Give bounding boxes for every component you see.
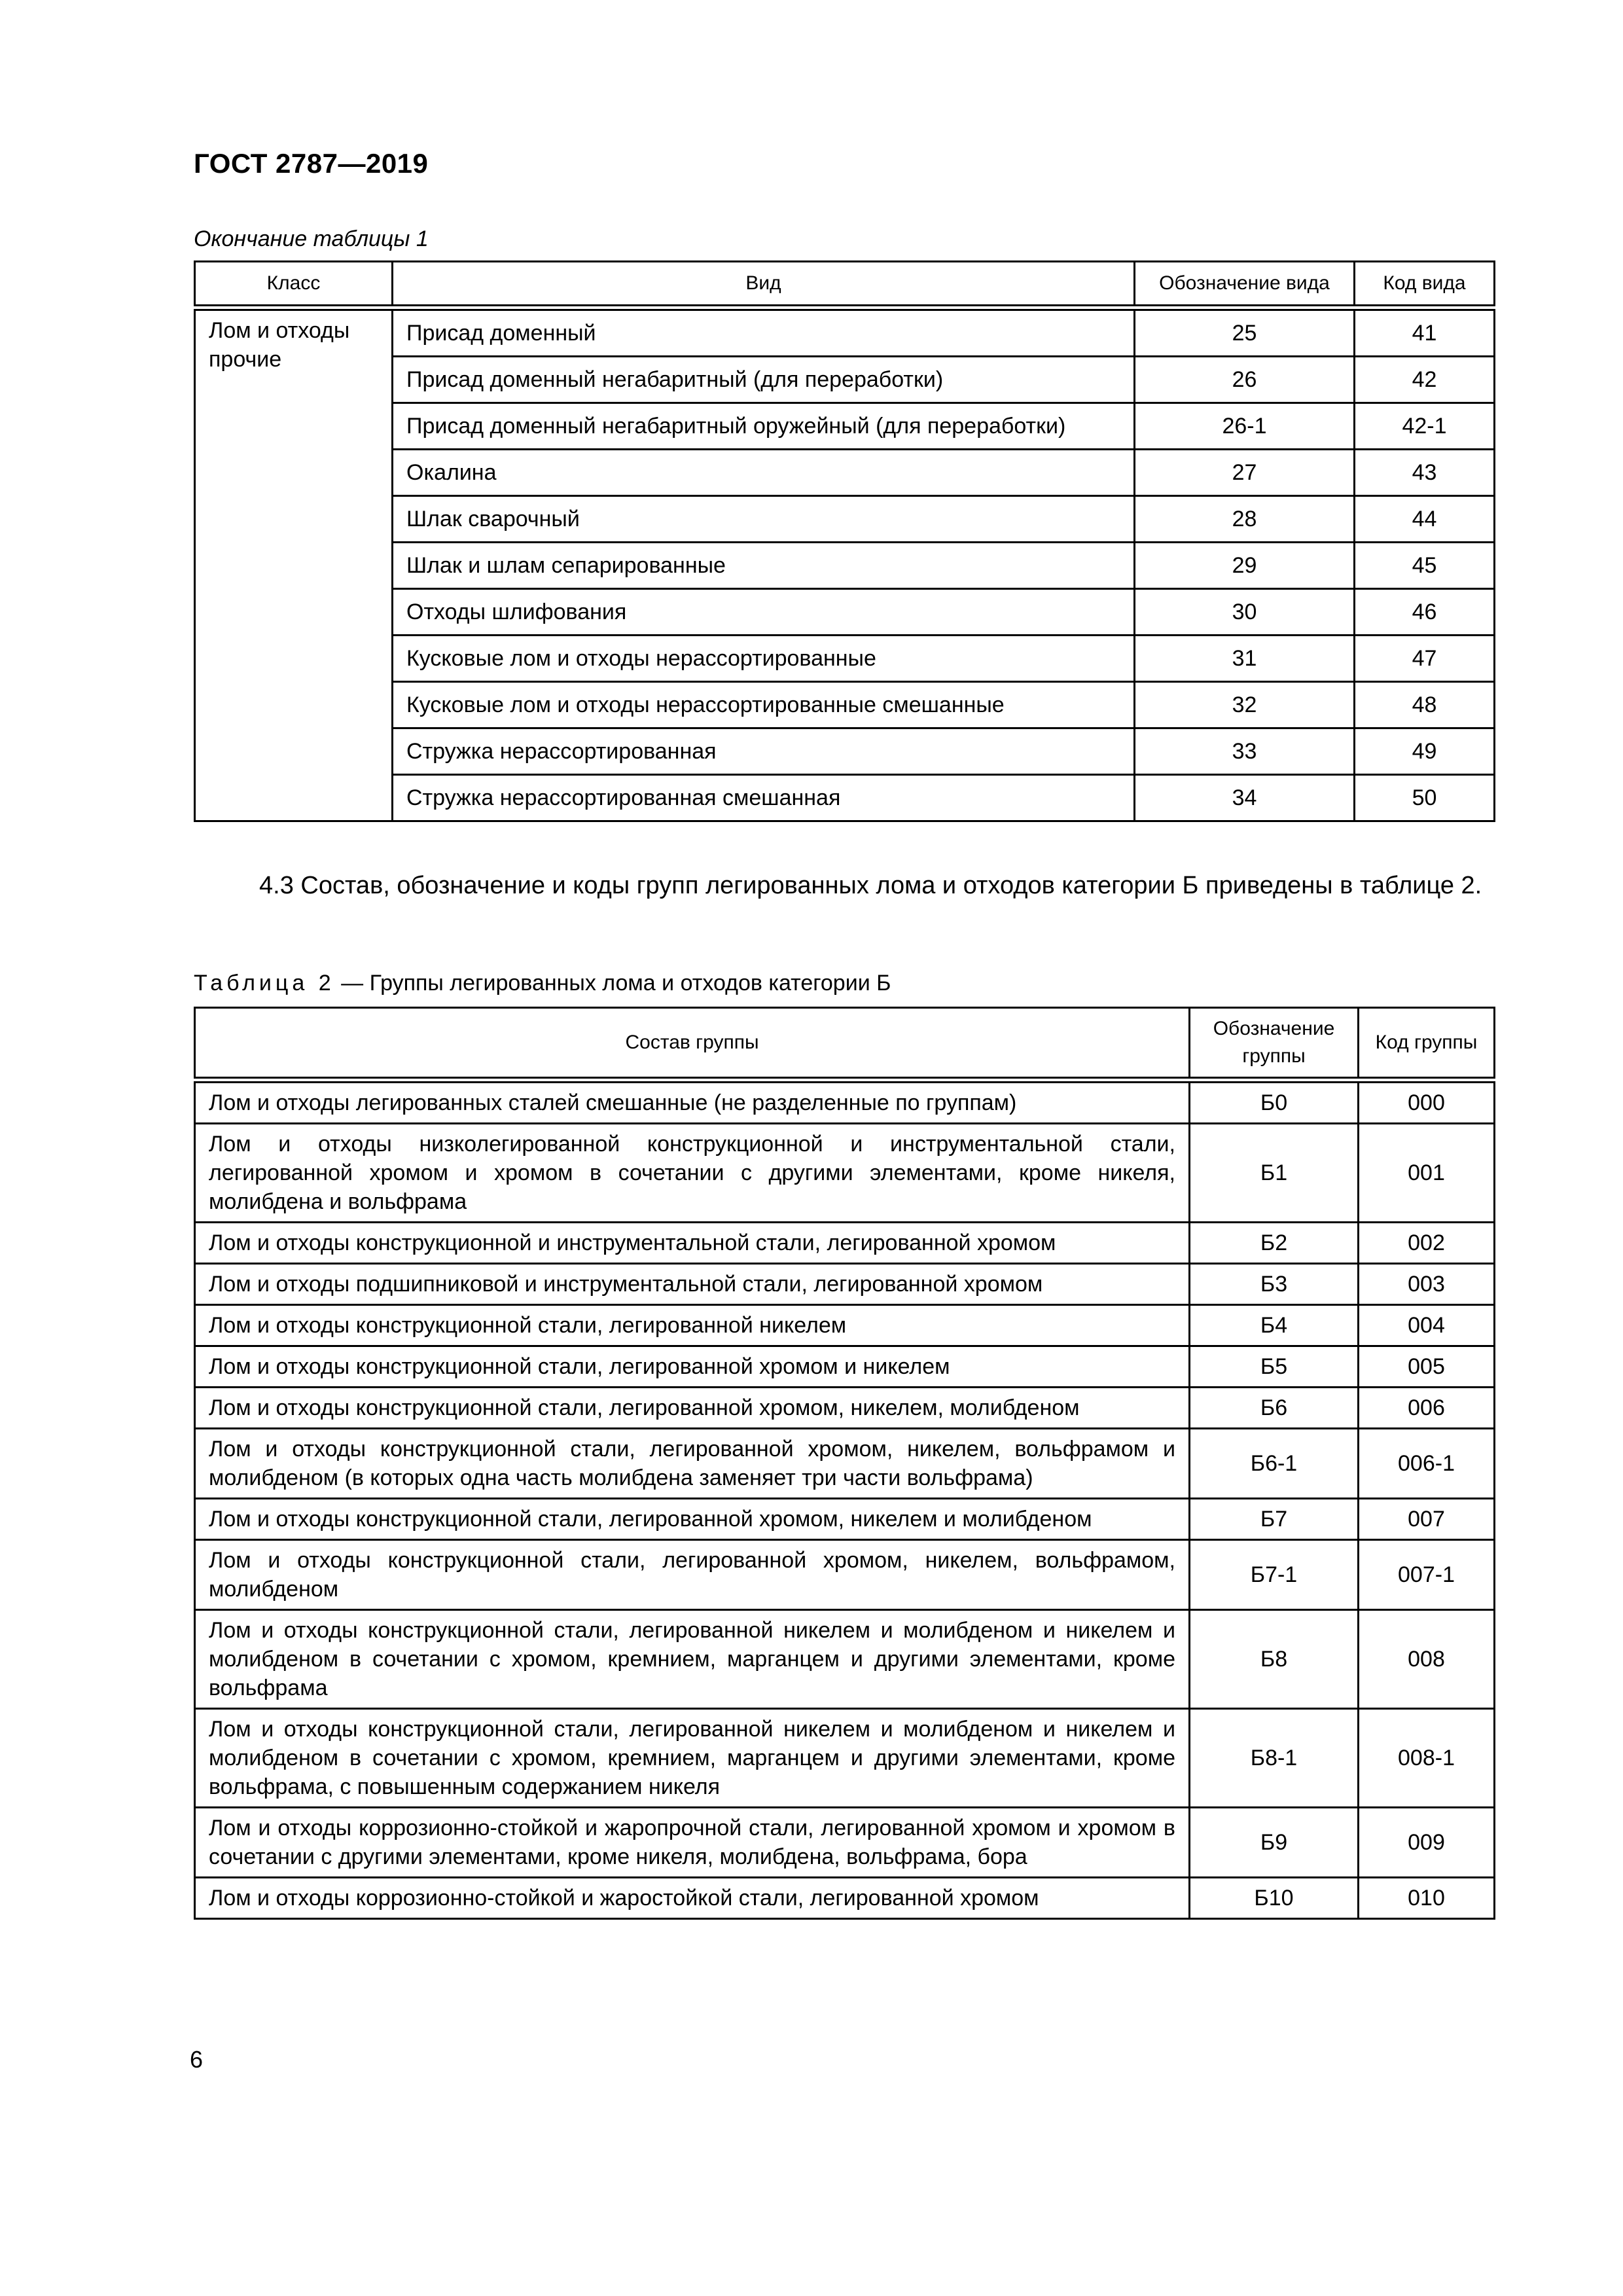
table2-header-sostav: Состав группы <box>195 1008 1190 1078</box>
table2-caption <box>194 971 891 996</box>
kod-cell: 42-1 <box>1355 403 1495 450</box>
kod-cell: 009 <box>1359 1808 1495 1878</box>
paragraph-4-3: 4.3 Состав, обозначение и коды групп легированных лома и отходов категории Б приведены в таблице 2. <box>259 872 1482 899</box>
oboz-cell: Б9 <box>1190 1808 1359 1878</box>
header-divider <box>195 1078 1495 1083</box>
table-row <box>195 1305 1495 1346</box>
document-code: ГОСТ 2787—2019 <box>194 148 429 179</box>
sostav-cell: Лом и отходы конструкционной стали, легированной хромом и никелем <box>195 1346 1190 1388</box>
kod-cell: 50 <box>1355 775 1495 821</box>
kod-cell: 41 <box>1355 310 1495 357</box>
oboz-cell: Б10 <box>1190 1878 1359 1919</box>
table-row <box>195 1540 1495 1610</box>
table-row <box>195 1429 1495 1499</box>
oboz-cell: Б1 <box>1190 1124 1359 1223</box>
kod-cell: 004 <box>1359 1305 1495 1346</box>
table-row <box>195 1499 1495 1540</box>
kod-cell: 006-1 <box>1359 1429 1495 1499</box>
sostav-cell: Лом и отходы конструкционной стали, легированной хромом, никелем и молибденом <box>195 1499 1190 1540</box>
kod-cell: 49 <box>1355 728 1495 775</box>
table-row <box>195 1709 1495 1808</box>
table-row <box>195 1346 1495 1388</box>
kod-cell: 007 <box>1359 1499 1495 1540</box>
vid-cell: Присад доменный негабаритный (для переработки) <box>393 357 1135 403</box>
oboz-cell: 26-1 <box>1135 403 1355 450</box>
table2-header-row <box>195 1008 1495 1078</box>
sostav-cell: Лом и отходы конструкционной стали, легированной никелем и молибденом и никелем и молибденом в сочетании с хромом, кремнием, марганцем и другими элементами, кроме вольфрама <box>195 1610 1190 1709</box>
class-cell: Лом и отходы прочие <box>195 310 393 821</box>
header-divider <box>195 306 1495 310</box>
table1-header-oboz: Обозначение вида <box>1135 262 1355 306</box>
table-row <box>195 310 1495 357</box>
kod-cell: 002 <box>1359 1223 1495 1264</box>
vid-cell: Присад доменный негабаритный оружейный (для переработки) <box>393 403 1135 450</box>
oboz-cell: Б7 <box>1190 1499 1359 1540</box>
kod-cell: 47 <box>1355 636 1495 682</box>
table-row <box>195 1223 1495 1264</box>
sostav-cell: Лом и отходы конструкционной стали, легированной хромом, никелем, молибденом <box>195 1388 1190 1429</box>
kod-cell: 43 <box>1355 450 1495 496</box>
kod-cell: 44 <box>1355 496 1495 543</box>
sostav-cell: Лом и отходы конструкционной стали, легированной хромом, никелем, вольфрамом, молибденом <box>195 1540 1190 1610</box>
oboz-cell: Б7-1 <box>1190 1540 1359 1610</box>
table-2 <box>194 1007 1495 1920</box>
kod-cell: 006 <box>1359 1388 1495 1429</box>
table-row <box>195 1610 1495 1709</box>
table2-header-kod: Код группы <box>1359 1008 1495 1078</box>
kod-cell: 003 <box>1359 1264 1495 1305</box>
oboz-cell: Б8 <box>1190 1610 1359 1709</box>
sostav-cell: Лом и отходы коррозионно-стойкой и жаростойкой стали, легированной хромом <box>195 1878 1190 1919</box>
table-row <box>195 1083 1495 1124</box>
kod-cell: 48 <box>1355 682 1495 728</box>
sostav-cell: Лом и отходы низколегированной конструкционной и инструментальной стали, легированной хромом и хромом в сочетании с другими элементами, кроме никеля, молибдена и вольфрама <box>195 1124 1190 1223</box>
sostav-cell: Лом и отходы конструкционной и инструментальной стали, легированной хромом <box>195 1223 1190 1264</box>
oboz-cell: 26 <box>1135 357 1355 403</box>
oboz-cell: 34 <box>1135 775 1355 821</box>
table-row <box>195 1388 1495 1429</box>
table-1 <box>194 260 1495 822</box>
table1-header-vid: Вид <box>393 262 1135 306</box>
oboz-cell: 33 <box>1135 728 1355 775</box>
vid-cell: Стружка нерассортированная <box>393 728 1135 775</box>
kod-cell: 007-1 <box>1359 1540 1495 1610</box>
sostav-cell: Лом и отходы коррозионно-стойкой и жаропрочной стали, легированной хромом и хромом в сочетании с другими элементами, кроме никеля, молибдена, вольфрама, бора <box>195 1808 1190 1878</box>
vid-cell: Шлак и шлам сепарированные <box>393 543 1135 589</box>
kod-cell: 005 <box>1359 1346 1495 1388</box>
vid-cell: Окалина <box>393 450 1135 496</box>
table-row <box>195 1878 1495 1919</box>
oboz-cell: 31 <box>1135 636 1355 682</box>
oboz-cell: Б0 <box>1190 1083 1359 1124</box>
table2-header-oboz: Обозначение группы <box>1190 1008 1359 1078</box>
vid-cell: Отходы шлифования <box>393 589 1135 636</box>
oboz-cell: 28 <box>1135 496 1355 543</box>
table1-caption: Окончание таблицы 1 <box>194 226 429 251</box>
kod-cell: 008 <box>1359 1610 1495 1709</box>
oboz-cell: 27 <box>1135 450 1355 496</box>
vid-cell: Стружка нерассортированная смешанная <box>393 775 1135 821</box>
oboz-cell: 25 <box>1135 310 1355 357</box>
kod-cell: 008-1 <box>1359 1709 1495 1808</box>
oboz-cell: 30 <box>1135 589 1355 636</box>
vid-cell: Кусковые лом и отходы нерассортированные смешанные <box>393 682 1135 728</box>
sostav-cell: Лом и отходы легированных сталей смешанные (не разделенные по группам) <box>195 1083 1190 1124</box>
table-row <box>195 1264 1495 1305</box>
table1-header-class: Класс <box>195 262 393 306</box>
page-number: 6 <box>190 2046 204 2073</box>
kod-cell: 46 <box>1355 589 1495 636</box>
table2-caption-title: — Группы легированных лома и отходов категории Б <box>334 971 891 996</box>
oboz-cell: Б4 <box>1190 1305 1359 1346</box>
sostav-cell: Лом и отходы конструкционной стали, легированной хромом, никелем, вольфрамом и молибденом (в которых одна часть молибдена заменяет три части вольфрама) <box>195 1429 1190 1499</box>
oboz-cell: 29 <box>1135 543 1355 589</box>
kod-cell: 000 <box>1359 1083 1495 1124</box>
table2-caption-label: Таблица 2 <box>194 971 335 996</box>
table-row <box>195 1124 1495 1223</box>
kod-cell: 42 <box>1355 357 1495 403</box>
vid-cell: Кусковые лом и отходы нерассортированные <box>393 636 1135 682</box>
oboz-cell: Б6-1 <box>1190 1429 1359 1499</box>
table1-header-row <box>195 262 1495 306</box>
sostav-cell: Лом и отходы конструкционной стали, легированной никелем и молибденом и никелем и молибденом в сочетании с хромом, кремнием, марганцем и другими элементами, кроме вольфрама, с повышенным содержанием никеля <box>195 1709 1190 1808</box>
vid-cell: Присад доменный <box>393 310 1135 357</box>
oboz-cell: Б8-1 <box>1190 1709 1359 1808</box>
oboz-cell: 32 <box>1135 682 1355 728</box>
kod-cell: 001 <box>1359 1124 1495 1223</box>
oboz-cell: Б6 <box>1190 1388 1359 1429</box>
oboz-cell: Б2 <box>1190 1223 1359 1264</box>
vid-cell: Шлак сварочный <box>393 496 1135 543</box>
kod-cell: 010 <box>1359 1878 1495 1919</box>
sostav-cell: Лом и отходы подшипниковой и инструментальной стали, легированной хромом <box>195 1264 1190 1305</box>
table-row <box>195 1808 1495 1878</box>
kod-cell: 45 <box>1355 543 1495 589</box>
oboz-cell: Б3 <box>1190 1264 1359 1305</box>
sostav-cell: Лом и отходы конструкционной стали, легированной никелем <box>195 1305 1190 1346</box>
table1-header-kod: Код вида <box>1355 262 1495 306</box>
oboz-cell: Б5 <box>1190 1346 1359 1388</box>
